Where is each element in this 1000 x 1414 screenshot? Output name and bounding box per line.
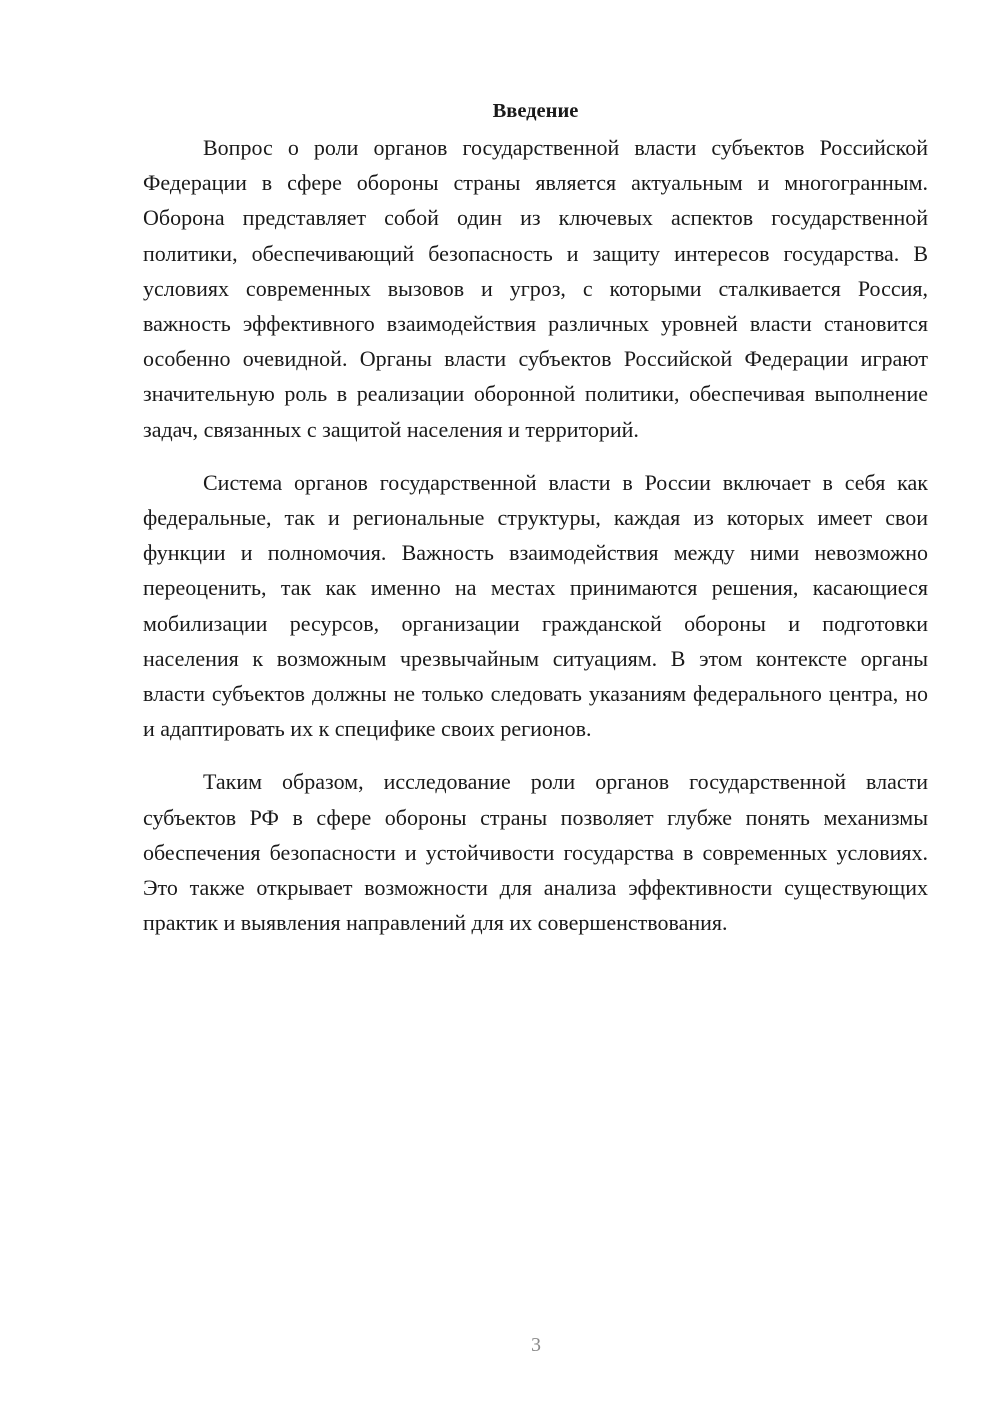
paragraph-1: Вопрос о роли органов государственной власти субъектов Российской Федерации в сфере обороны страны является актуальным и многогранным. Оборона представляет собой один из ключевых аспектов государственной политики, обеспечивающий безопасность и защиту интересов государства. В условиях современных вызовов и угроз, с которыми сталкивается Россия, важность эффективного взаимодействия различных уровней власти становится особенно очевидной. Органы власти субъектов Российской Федерации играют значительную роль в реализации оборонной политики, обеспечивая выполнение задач, связанных с защитой населения и территорий. <box>143 135 928 442</box>
page-content <box>143 95 928 958</box>
section-title: Введение <box>492 100 579 122</box>
page-number: 3 <box>531 1334 541 1356</box>
paragraph-2: Система органов государственной власти в России включает в себя как федеральные, так и региональные структуры, каждая из которых имеет свои функции и полномочия. Важность взаимодействия между ними невозможно переоценить, так как именно на местах принимаются решения, касающиеся мобилизации ресурсов, организации гражданской обороны и подготовки населения к возможным чрезвычайным ситуациям. В этом контексте органы власти субъектов должны не только следовать указаниям федерального центра, но и адаптировать их к специфике своих регионов. <box>143 469 928 742</box>
paragraph-3: Таким образом, исследование роли органов государственной власти субъектов РФ в сфере обороны страны позволяет глубже понять механизмы обеспечения безопасности и устойчивости государства в современных условиях. Это также открывает возможности для анализа эффективности существующих практик и выявления направлений для их совершенствования. <box>143 769 928 936</box>
